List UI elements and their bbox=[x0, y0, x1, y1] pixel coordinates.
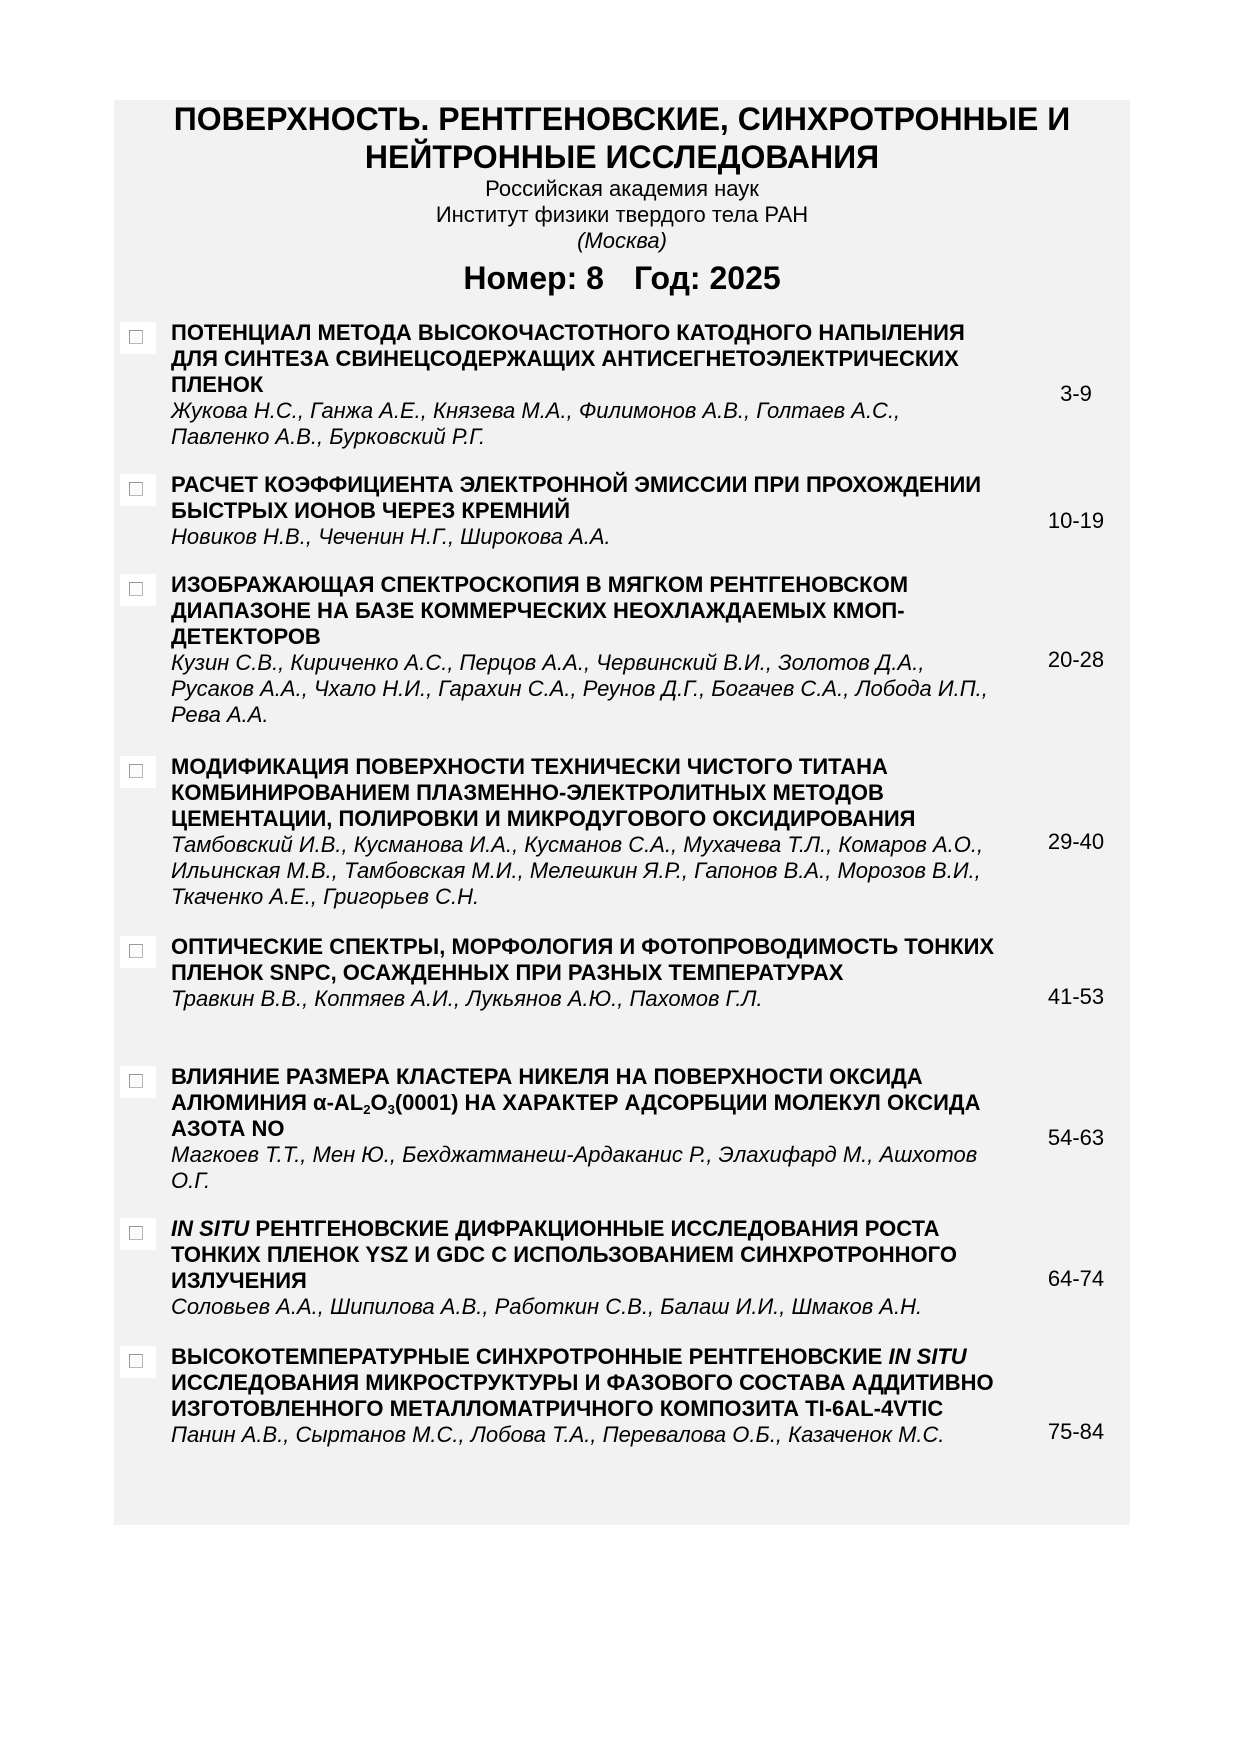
article-authors: Панин А.В., Сыртанов М.С., Лобова Т.А., Перевалова О.Б., Казаченок М.С. bbox=[171, 1422, 945, 1447]
article-authors: Травкин В.В., Коптяев А.И., Лукьянов А.Ю., Пахомов Г.Л. bbox=[171, 986, 763, 1011]
article-pages: 29-40 bbox=[1047, 829, 1105, 854]
article-title[interactable]: РАСЧЕТ КОЭФФИЦИЕНТА ЭЛЕКТРОННОЙ ЭМИССИИ ПРИ ПРОХОЖДЕНИИ БЫСТРЫХ ИОНОВ ЧЕРЕЗ КРЕМНИЙ bbox=[171, 472, 982, 523]
article-authors: Тамбовский И.В., Кусманова И.А., Кусманов С.А., Мухачева Т.Л., Комаров А.О., Ильинская М.В., Тамбовская М.И., Мелешкин Я.Р., Гапонов В.А., Морозов В.И., Ткаченко А.Е., Григорьев С.Н. bbox=[171, 832, 984, 909]
article-title[interactable]: ИЗОБРАЖАЮЩАЯ СПЕКТРОСКОПИЯ В МЯГКОМ РЕНТГЕНОВСКОМ ДИАПАЗОНЕ НА БАЗЕ КОММЕРЧЕСКИХ НЕОХЛАЖДАЕМЫХ КМОП-ДЕТЕКТОРОВ bbox=[171, 572, 909, 649]
article-authors: Соловьев А.А., Шипилова А.В., Работкин С.В., Балаш И.И., Шмаков А.Н. bbox=[171, 1294, 923, 1319]
article-title[interactable]: ОПТИЧЕСКИЕ СПЕКТРЫ, МОРФОЛОГИЯ И ФОТОПРОВОДИМОСТЬ ТОНКИХ ПЛЕНОК SNPC, ОСАЖДЕННЫХ ПРИ РАЗНЫХ ТЕМПЕРАТУРАХ bbox=[171, 934, 995, 985]
article-title-italic: IN SITU bbox=[171, 1216, 250, 1241]
checkbox-icon bbox=[129, 1226, 143, 1240]
checkbox-icon bbox=[129, 582, 143, 596]
article-checkbox[interactable] bbox=[120, 574, 156, 606]
checkbox-icon bbox=[129, 764, 143, 778]
article-title[interactable] bbox=[171, 1216, 1001, 1294]
article-title-segment: ИССЛЕДОВАНИЯ МИКРОСТРУКТУРЫ И ФАЗОВОГО СОСТАВА АДДИТИВНО ИЗГОТОВЛЕННОГО МЕТАЛЛОМАТРИЧНОГО КОМПОЗИТА TI-6AL-4VTIC bbox=[171, 1370, 994, 1421]
article-checkbox[interactable] bbox=[120, 1066, 156, 1098]
article-checkbox[interactable] bbox=[120, 756, 156, 788]
article-checkbox[interactable] bbox=[120, 474, 156, 506]
article-authors: Жукова Н.С., Ганжа А.Е., Князева М.А., Филимонов А.В., Голтаев А.С., Павленко А.В., Бурковский Р.Г. bbox=[171, 398, 901, 449]
article-authors: Магкоев Т.Т., Мен Ю., Бехджатманеш-Ардаканис Р., Элахифард М., Ашхотов О.Г. bbox=[171, 1142, 978, 1193]
article-pages: 75-84 bbox=[1047, 1419, 1105, 1444]
issue-year: Год: 2025 bbox=[633, 260, 781, 296]
article-pages: 20-28 bbox=[1047, 647, 1105, 672]
journal-title bbox=[114, 100, 1130, 176]
checkbox-icon bbox=[129, 482, 143, 496]
article-authors: Кузин С.В., Кириченко А.С., Перцов А.А., Червинский В.И., Золотов Д.А., Русаков А.А., Чхало Н.И., Гарахин С.А., Реунов Д.Г., Богачев С.А., Лобода И.П., Рева А.А. bbox=[171, 650, 988, 727]
article-checkbox[interactable] bbox=[120, 1218, 156, 1250]
issue-info bbox=[114, 258, 1130, 298]
article-title[interactable] bbox=[171, 1344, 1001, 1422]
article-pages: 10-19 bbox=[1047, 508, 1105, 533]
article-checkbox[interactable] bbox=[120, 322, 156, 354]
article-checkbox[interactable] bbox=[120, 1346, 156, 1378]
article-title-italic: IN SITU bbox=[888, 1344, 967, 1369]
subscript: 2 bbox=[363, 1102, 371, 1117]
subscript: 3 bbox=[387, 1102, 395, 1117]
article-title-segment: (0001) НА ХАРАКТЕР АДСОРБЦИИ МОЛЕКУЛ ОКСИДА АЗОТА NO bbox=[171, 1090, 981, 1141]
checkbox-icon bbox=[129, 330, 143, 344]
article-title-segment: РЕНТГЕНОВСКИЕ ДИФРАКЦИОННЫЕ ИССЛЕДОВАНИЯ РОСТА ТОНКИХ ПЛЕНОК YSZ И GDC С ИСПОЛЬЗОВАНИЕМ СИНХРОТРОННОГО ИЗЛУЧЕНИЯ bbox=[171, 1216, 957, 1293]
checkbox-icon bbox=[129, 1354, 143, 1368]
article-pages: 41-53 bbox=[1047, 984, 1105, 1009]
city: (Москва) bbox=[577, 228, 667, 253]
journal-header bbox=[114, 100, 1130, 254]
article-title[interactable]: МОДИФИКАЦИЯ ПОВЕРХНОСТИ ТЕХНИЧЕСКИ ЧИСТОГО ТИТАНА КОМБИНИРОВАНИЕМ ПЛАЗМЕННО-ЭЛЕКТРОЛИТНЫХ МЕТОДОВ ЦЕМЕНТАЦИИ, ПОЛИРОВКИ И МИКРОДУГОВОГО ОКСИДИРОВАНИЯ bbox=[171, 754, 916, 831]
article-pages: 3-9 bbox=[1060, 381, 1092, 406]
checkbox-icon bbox=[129, 944, 143, 958]
article-pages: 64-74 bbox=[1047, 1266, 1105, 1291]
article-title-segment: ВЫСОКОТЕМПЕРАТУРНЫЕ СИНХРОТРОННЫЕ РЕНТГЕНОВСКИЕ bbox=[171, 1344, 889, 1369]
article-title[interactable]: ПОТЕНЦИАЛ МЕТОДА ВЫСОКОЧАСТОТНОГО КАТОДНОГО НАПЫЛЕНИЯ ДЛЯ СИНТЕЗА СВИНЕЦСОДЕРЖАЩИХ АНТИСЕГНЕТОЭЛЕКТРИЧЕСКИХ ПЛЕНОК bbox=[171, 320, 965, 397]
institute: Институт физики твердого тела РАН bbox=[435, 202, 809, 227]
article-title-segment: ВЛИЯНИЕ РАЗМЕРА КЛАСТЕРА НИКЕЛЯ НА ПОВЕРХНОСТИ ОКСИДА АЛЮМИНИЯ α-AL bbox=[171, 1064, 923, 1115]
article-authors: Новиков Н.В., Чеченин Н.Г., Широкова А.А. bbox=[171, 524, 611, 549]
article-pages: 54-63 bbox=[1047, 1125, 1105, 1150]
publisher: Российская академия наук bbox=[485, 176, 759, 201]
journal-title-line-2: НЕЙТРОННЫЕ ИССЛЕДОВАНИЯ bbox=[364, 139, 880, 175]
article-title-segment: O bbox=[370, 1090, 388, 1115]
article-title[interactable] bbox=[171, 1064, 1001, 1142]
issue-number: Номер: 8 bbox=[463, 260, 604, 296]
checkbox-icon bbox=[129, 1074, 143, 1088]
article-checkbox[interactable] bbox=[120, 936, 156, 968]
journal-title-line-1: ПОВЕРХНОСТЬ. РЕНТГЕНОВСКИЕ, СИНХРОТРОННЫЕ И bbox=[173, 101, 1071, 137]
